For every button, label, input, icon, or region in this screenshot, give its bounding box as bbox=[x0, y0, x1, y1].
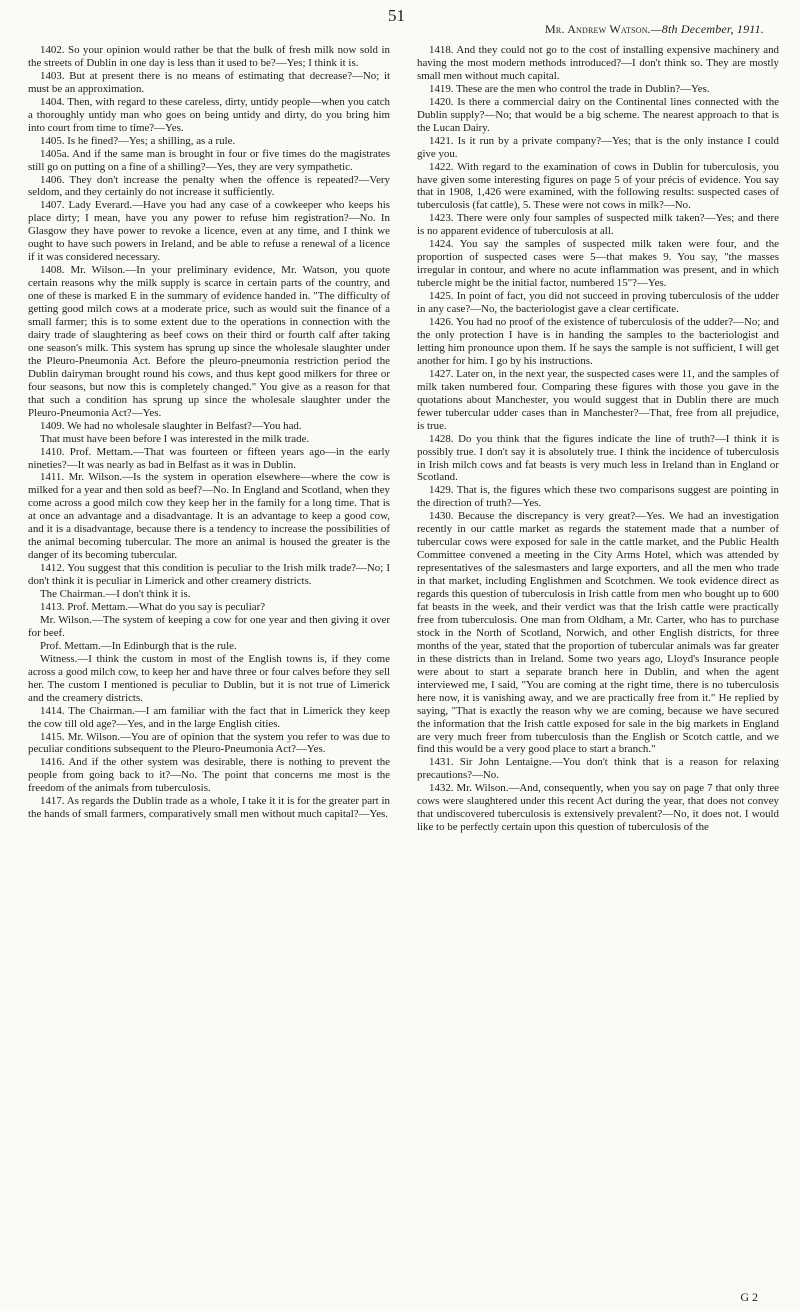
paragraph: 1426. You had no proof of the existence of tuberculosis of the udder?—No; and the only protection I have is in handing the samples to the bacteriologist and letting him pronounce upon them. If he says the sample is not sufficient, I will get another for him. I go by his instructions. bbox=[417, 316, 779, 367]
paragraph: 1423. There were only four samples of suspected milk taken?—Yes; and there is no apparent evidence of tuberculosis at all. bbox=[417, 212, 779, 238]
paragraph: The Chairman.—I don't think it is. bbox=[40, 588, 191, 601]
paragraph: 1419. These are the men who control the trade in Dublin?—Yes. bbox=[429, 82, 710, 95]
left-column bbox=[28, 44, 390, 821]
paragraph: 1418. And they could not go to the cost of installing expensive machinery and having the most modern methods introduced?—I don't think so. They are mostly small men without much capital. bbox=[417, 44, 779, 82]
paragraph: 1427. Later on, in the next year, the suspected cases were 11, and the samples of milk taken numbered four. Comparing these figures with those you gave in the quotations about Manchester, you would suggest that in Dublin there are much fewer tubercular udder cases than in Manchester?—That, free from all prejudice, is true. bbox=[417, 367, 779, 432]
paragraph: That must have been before I was interested in the milk trade. bbox=[40, 432, 310, 445]
paragraph: 1411. Mr. Wilson.—Is the system in operation elsewhere—where the cow is milked for a year and then sold as beef?—No. In England and Scotland, when they come across a good milch cow they keep her in the family for a long time. That is at once an advantage and a disadvantage. It is an advantage to keep a good cow, and it is a disadvantage, because there is a tendency to increase the possibilities of the animal becoming tubercular. The more an animal is housed the greater is the danger of its becoming tubercular. bbox=[28, 471, 390, 562]
paragraph: 1402. So your opinion would rather be that the bulk of fresh milk now sold in the streets of Dublin in one day is less than it used to be?—Yes; I think it is. bbox=[28, 44, 390, 69]
paragraph: 1410. Prof. Mettam.—That was fourteen or fifteen years ago—in the early nineties?—It was nearly as bad in Belfast as it was in Dublin. bbox=[28, 445, 390, 471]
paragraph: 1404. Then, with regard to these careless, dirty, untidy people—when you catch a thoroughly untidy man who goes on being untidy and dirty, do you bring him into court from time to time?—Yes. bbox=[28, 95, 390, 134]
paragraph: 1429. That is, the figures which these two comparisons suggest are pointing in the direction of truth?—Yes. bbox=[417, 484, 779, 510]
paragraph: 1412. You suggest that this condition is peculiar to the Irish milk trade?—No; I don't think it is peculiar in Limerick and other creamery districts. bbox=[28, 562, 390, 588]
paragraph: 1421. Is it run by a private company?—Yes; that is the only instance I could give you. bbox=[417, 134, 779, 160]
paragraph: Prof. Mettam.—In Edinburgh that is the rule. bbox=[40, 639, 237, 652]
paragraph: 1420. Is there a commercial dairy on the Continental lines connected with the Dublin supply?—No; that would be a big scheme. The nearest approach to that is the Lucan Dairy. bbox=[417, 95, 779, 134]
paragraph: 1431. Sir John Lentaigne.—You don't think that is a reason for relaxing precautions?—No. bbox=[417, 756, 779, 782]
paragraph: 1406. They don't increase the penalty when the offence is repeated?—Very seldom, and they certainly do not increase it sufficiently. bbox=[28, 173, 390, 199]
paragraph: 1432. Mr. Wilson.—And, consequently, when you say on page 7 that only three cows were slaughtered under this recent Act during the year, that does not convey that undiscovered tuberculosis is extensively prevalent?—No, it does not. I would like to be perfectly certain upon this question of tuberculosis of the bbox=[417, 782, 779, 834]
paragraph: 1408. Mr. Wilson.—In your preliminary evidence, Mr. Watson, you quote certain reasons why the milk supply is scarce in certain parts of the country, and one of these is marked E in the summary of evidence handed in. "The difficulty of getting good milch cows at a moderate price, such as would suit the finance of a small farmer; this is to some extent due to the operations in connection with the dairy trade of slaughtering as beef cows on their third or fourth calf after taking one season's milk. This system has sprung up since the wholesale slaughter under the Pleuro-Pneumonia Act. Before the pleuro-pneumonia restriction period the Dublin dairyman brought round his cows, and thus kept good milkers for three or four seasons, but now this is completely changed." You give as a reason for that that such a condition has sprung up since the wholesale slaughter under the Pleuro-Pneumonia Act?—Yes. bbox=[28, 264, 390, 419]
paragraph: 1409. We had no wholesale slaughter in Belfast?—You had. bbox=[40, 419, 302, 432]
paragraph: 1414. The Chairman.—I am familiar with the fact that in Limerick they keep the cow till old age?—Yes, and in the large English cities. bbox=[28, 704, 390, 730]
paragraph: 1425. In point of fact, you did not succeed in proving tuberculosis of the udder in any case?—No, the bacteriologist gave a clear certificate. bbox=[417, 290, 779, 316]
paragraph: 1407. Lady Everard.—Have you had any case of a cowkeeper who keeps his place dirty; I mean, have you any power to refuse him registration?—No. In Glasgow they have power to revoke a licence, even at any time, and I think we ought to have such powers in Ireland, and be able to refuse a renewal of a licence if it was considered necessary. bbox=[28, 199, 390, 264]
paragraph: 1405. Is he fined?—Yes; a shilling, as a rule. bbox=[40, 134, 236, 147]
paragraph: 1422. With regard to the examination of cows in Dublin for tuberculosis, you have given some interesting figures on page 5 of your précis of evidence. You say that in 1908, 1,426 were examined, with the following results: suspected cases of tuberculosis (fat cattle), 5. These were not cows in milk?—No. bbox=[417, 160, 779, 212]
running-head: Mr. Andrew Watson.—8th December, 1911. bbox=[545, 22, 764, 36]
right-column bbox=[417, 44, 779, 834]
page-number: 51 bbox=[388, 6, 405, 25]
paragraph: 1424. You say the samples of suspected milk taken were four, and the proportion of suspected cases were 5—that makes 9. You say, "the masses irregular in contour, and where no acute inflammation was present, and in which tubercle might be the initial factor, numbered 15"?—Yes. bbox=[417, 238, 779, 290]
paragraph: 1413. Prof. Mettam.—What do you say is peculiar? bbox=[40, 600, 266, 613]
paragraph: 1417. As regards the Dublin trade as a whole, I take it it is for the greater part in the hands of small farmers, comparatively small men without much capital?—Yes. bbox=[28, 795, 390, 821]
paragraph: Witness.—I think the custom in most of the English towns is, if they come across a good milch cow, to keep her and have three or four calves before they sell her. The custom I mentioned is peculiar to Dublin, but it is not true of Limerick and the creamery districts. bbox=[28, 652, 390, 704]
paragraph: 1430. Because the discrepancy is very great?—Yes. We had an investigation recently in our cattle market as regards the statement made that a number of tubercular cows were exposed for sale in the cattle market, and the Public Health Committee convened a meeting in the City Arms Hotel, which was attended by representatives of the salesmasters and large exporters, and all the men who trade in that market, including Englishmen and Scotchmen. We took evidence direct as regards this question of tuberculosis in Irish cattle from men who bought up to 600 fat beasts in the week, and their verdict was that the Irish cattle were practically free from tuberculosis. One man from Oldham, a Mr. Carter, who has to purchase stock in the North of Scotland, Norwich, and other English districts, for three months of the year, stated that the proportion of tubercular animals was far greater in these districts than in Ireland. Some two years ago, Lloyd's Insurance people were about to start a separate branch here in Dublin, and when the agent interviewed me, I said, "You are coming at the right time, there is no tuberculosis here now, it is vanishing away, and we are practically free from it." He replied by saying, "That is exactly the reason why we are coming, because we have secured the information that the Irish cattle exposed for sale in the big markets in England are very much freer from tuberculosis than the English or Scotch cattle, and we find this would be a very good place to start a branch." bbox=[417, 510, 779, 756]
paragraph: 1403. But at present there is no means of estimating that decrease?—No; it must be an approximation. bbox=[28, 69, 390, 95]
paragraph: 1428. Do you think that the figures indicate the line of truth?—I think it is possibly true. I don't say it is absolutely true. I think the incidence of tuberculosis in Irish milch cows and fat beasts is very much less in Ireland than in England or Scotland. bbox=[417, 432, 779, 484]
running-head-witness: Mr. Andrew Watson bbox=[545, 22, 648, 36]
running-head-date: 8th December, 1911. bbox=[661, 22, 764, 36]
paragraph: 1415. Mr. Wilson.—You are of opinion that the system you refer to was due to peculiar conditions subsequent to the Pleuro-Pneumonia Act?—Yes. bbox=[28, 730, 390, 756]
paragraph: 1405a. And if the same man is brought in four or five times do the magistrates still go on putting on a fine of a shilling?—Yes, they are very sympathetic. bbox=[28, 147, 390, 173]
paragraph: Mr. Wilson.—The system of keeping a cow for one year and then giving it over for beef. bbox=[28, 613, 390, 639]
signature-mark: G 2 bbox=[740, 1290, 758, 1304]
paragraph: 1416. And if the other system was desirable, there is nothing to prevent the people from going back to it?—No. The point that concerns me most is the freedom of the animals from tuberculosis. bbox=[28, 756, 390, 795]
